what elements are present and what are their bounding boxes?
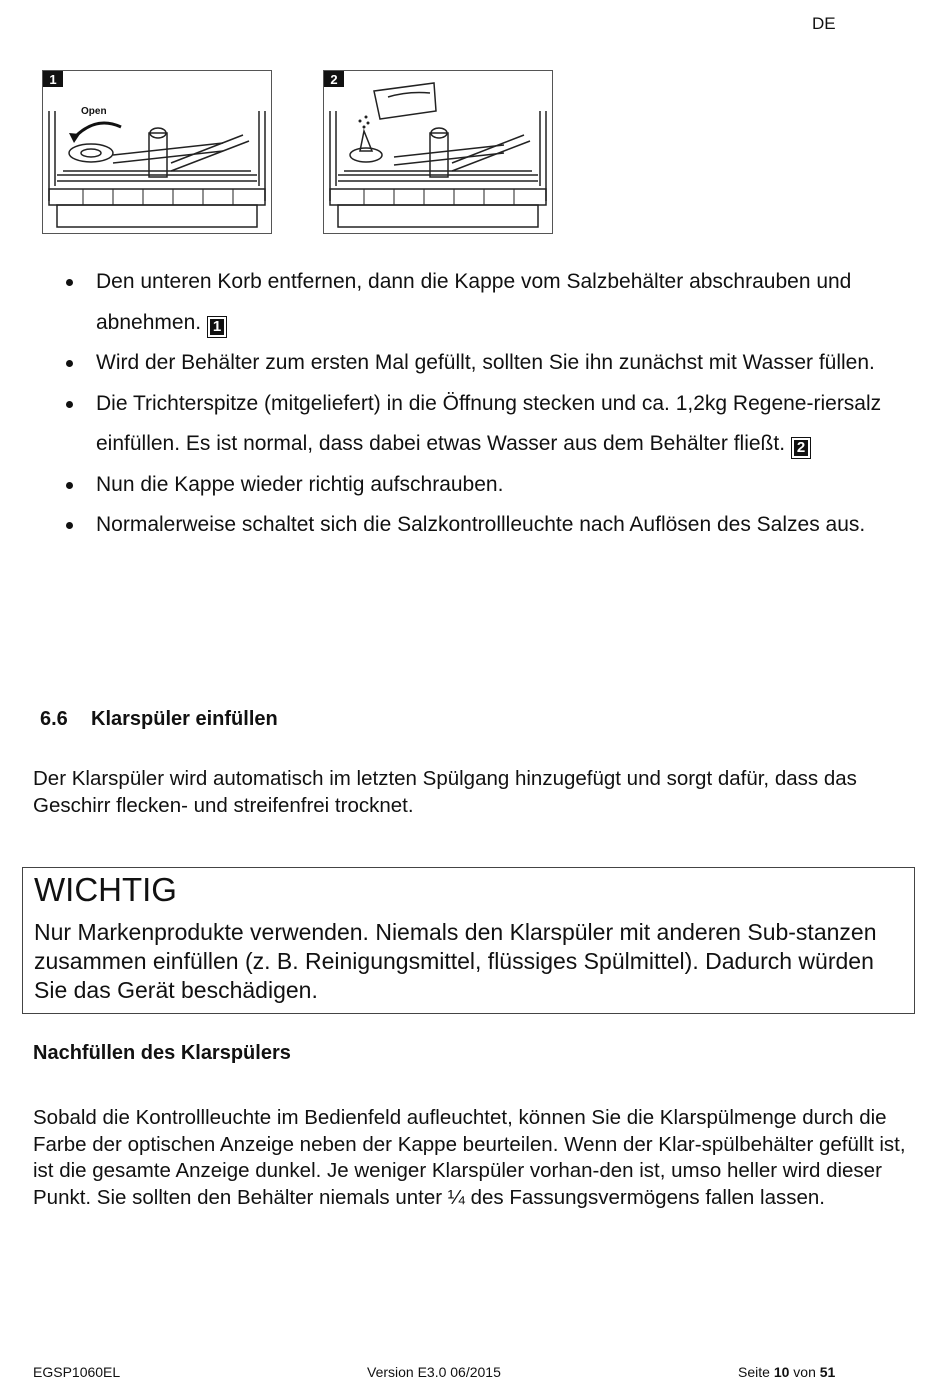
refill-paragraph: Sobald die Kontrollleuchte im Bedienfeld aufleuchtet, können Sie die Klarspülmenge durch die Farbe der optischen Anzeige neben der Kappe beurteilen. Wenn der Klar-spülbehälter gefüllt ist, ist die gesamte Anzeige dunkel. Je weniger Klarspüler vorhan-den ist, umso heller wird dieser Punkt. Sie sollten den Behälter niemals unter ¼ des Fassungsvermögens fallen lassen. [33, 1106, 906, 1209]
warning-text: Nur Markenprodukte verwenden. Niemals den Klarspüler mit anderen Sub-stanzen zusammen einfüllen (z. B. Reinigungsmittel, flüssiges Spülmittel). Dadurch würden Sie das Gerät beschädigen. [34, 919, 877, 1003]
dishwasher-open-cap-illustration [43, 71, 271, 233]
list-item: Den unteren Korb entfernen, dann die Kappe vom Salzbehälter abschrauben und abnehmen. 1 [62, 262, 912, 343]
footer-version: Version E3.0 06/2015 [367, 1364, 501, 1380]
figure-badge-number: 2 [330, 72, 338, 87]
section-heading [40, 708, 278, 731]
subheading-refill: Nachfüllen des Klarspülers [33, 1042, 291, 1064]
list-item: Wird der Behälter zum ersten Mal gefüllt, sollten Sie ihn zunächst mit Wasser füllen. [62, 343, 912, 384]
figure-1 [42, 70, 272, 234]
language-label: DE [812, 14, 836, 33]
section-intro-paragraph: Der Klarspüler wird automatisch im letzten Spülgang hinzugefügt und sorgt dafür, dass das Geschirr flecken- und streifenfrei trocknet. [33, 767, 857, 817]
list-item: Die Trichterspitze (mitgeliefert) in die Öffnung stecken und ca. 1,2kg Regene-riersalz einfüllen. Es ist normal, dass dabei etwas Wasser aus dem Behälter fließt. 2 [62, 384, 912, 465]
dishwasher-fill-salt-illustration [324, 71, 552, 233]
section-title: Klarspüler einfüllen [91, 708, 278, 730]
warning-title: WICHTIG [34, 871, 177, 908]
open-label: Open [81, 106, 107, 117]
section-number: 6.6 [40, 708, 68, 730]
step-1-badge-icon: 1 [207, 316, 227, 338]
rotate-arrow-icon [73, 123, 121, 139]
footer-model: EGSP1060EL [33, 1364, 121, 1380]
figure-badge-number: 1 [49, 72, 57, 87]
step-2-badge-icon: 2 [791, 437, 811, 459]
footer-page-number: Seite 10 von 51 [738, 1364, 836, 1380]
list-item: Nun die Kappe wieder richtig aufschrauben. [62, 465, 912, 506]
figure-2 [323, 70, 553, 234]
list-item: Normalerweise schaltet sich die Salzkontrollleuchte nach Auflösen des Salzes aus. [62, 505, 912, 546]
salt-package-icon [374, 83, 436, 119]
instruction-list [62, 262, 912, 546]
warning-box [22, 867, 915, 1014]
